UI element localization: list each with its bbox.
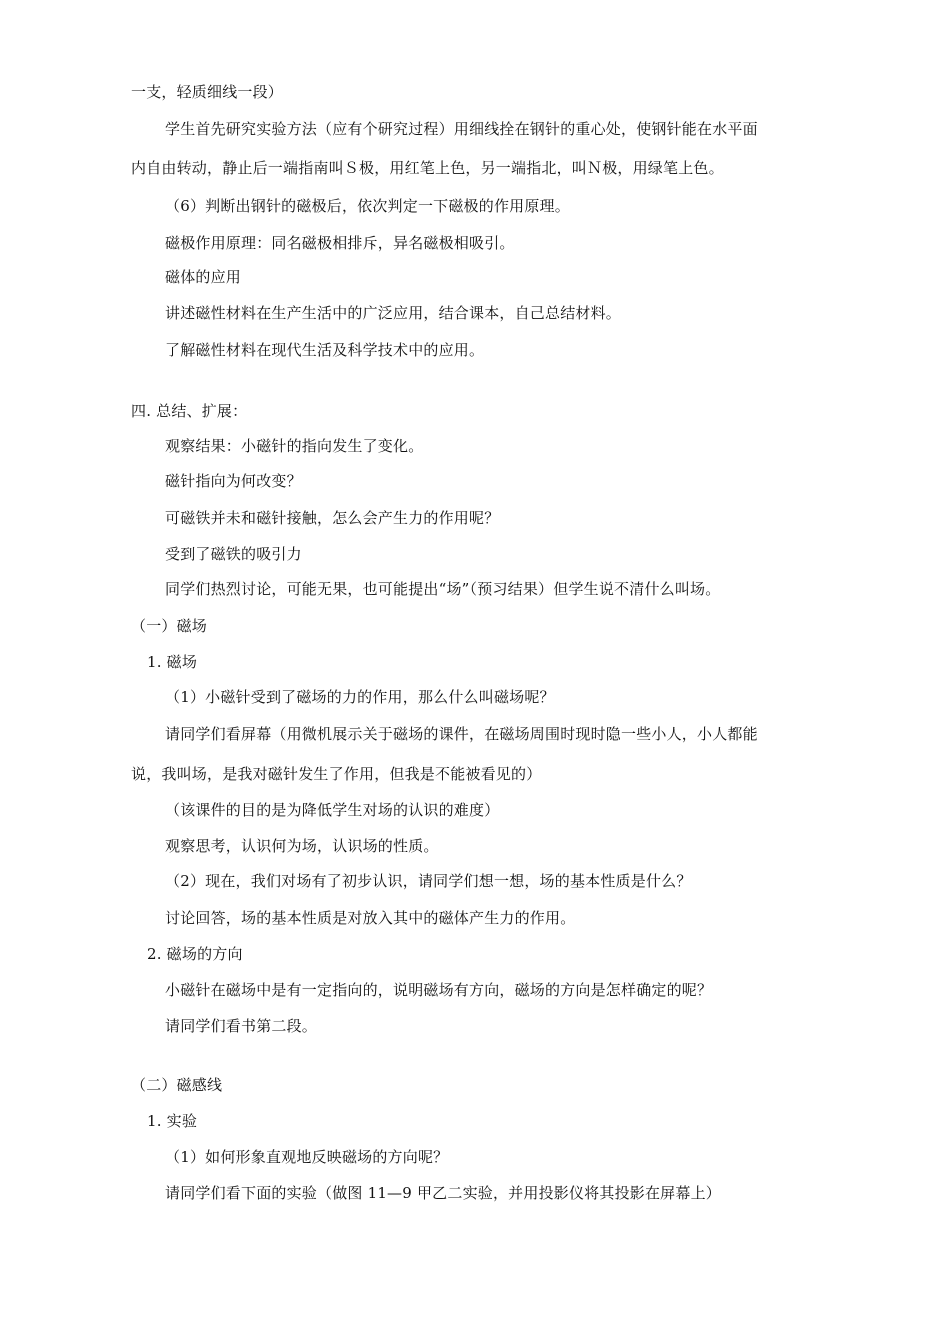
item-heading: 1. 磁场 <box>147 653 198 671</box>
text-line: 了解磁性材料在现代生活及科学技术中的应用。 <box>165 341 485 359</box>
text-line: 学生首先研究实验方法（应有个研究过程）用细线拴在钢针的重心处，使钢针能在水平面 <box>165 120 758 138</box>
text-line: （1）小磁针受到了磁场的力的作用，那么什么叫磁场呢？ <box>165 688 555 706</box>
text-line: 磁极作用原理：同名磁极相排斥，异名磁极相吸引。 <box>165 234 515 252</box>
text-line: 请同学们看屏幕（用微机展示关于磁场的课件，在磁场周围时现时隐一些小人，小人都能 <box>165 725 758 743</box>
text-line: 可磁铁并未和磁针接触，怎么会产生力的作用呢？ <box>165 509 500 527</box>
text-line: 说，我叫场，是我对磁针发生了作用，但我是不能被看见的） <box>131 765 542 783</box>
text-line: 讲述磁性材料在生产生活中的广泛应用，结合课本，自己总结材料。 <box>165 304 622 322</box>
text-line: 受到了磁铁的吸引力 <box>165 545 302 563</box>
text-line: 同学们热烈讨论，可能无果，也可能提出“场”（预习结果）但学生说不清什么叫场。 <box>165 580 721 598</box>
text-line: 请同学们看书第二段。 <box>165 1017 318 1035</box>
text-line: 磁体的应用 <box>165 268 242 286</box>
text-line: （6）判断出钢针的磁极后，依次判定一下磁极的作用原理。 <box>165 197 570 215</box>
text-line: 内自由转动，静止后一端指南叫Ｓ极，用红笔上色，另一端指北，叫Ｎ极，用绿笔上色。 <box>131 159 724 177</box>
text-line: 观察结果：小磁针的指向发生了变化。 <box>165 437 424 455</box>
text-line: 观察思考，认识何为场，认识场的性质。 <box>165 837 439 855</box>
text-line: 小磁针在磁场中是有一定指向的，说明磁场有方向，磁场的方向是怎样确定的呢？ <box>165 981 713 999</box>
section-heading: 四. 总结、扩展： <box>131 402 248 420</box>
subsection-heading: （二）磁感线 <box>131 1076 223 1094</box>
text-line: 磁针指向为何改变？ <box>165 472 302 490</box>
subsection-heading: （一）磁场 <box>131 617 208 635</box>
text-line: 一支，轻质细线一段） <box>131 83 284 101</box>
text-line: （2）现在，我们对场有了初步认识，请同学们想一想，场的基本性质是什么？ <box>165 872 692 890</box>
item-heading: 2. 磁场的方向 <box>147 945 243 963</box>
text-line: （1）如何形象直观地反映磁场的方向呢？ <box>165 1148 449 1166</box>
text-line: 请同学们看下面的实验（做图 11—9 甲乙二实验，并用投影仪将其投影在屏幕上） <box>165 1184 721 1202</box>
text-line: （该课件的目的是为降低学生对场的认识的难度） <box>165 801 500 819</box>
item-heading: 1. 实验 <box>147 1112 198 1130</box>
text-line: 讨论回答，场的基本性质是对放入其中的磁体产生力的作用。 <box>165 909 576 927</box>
